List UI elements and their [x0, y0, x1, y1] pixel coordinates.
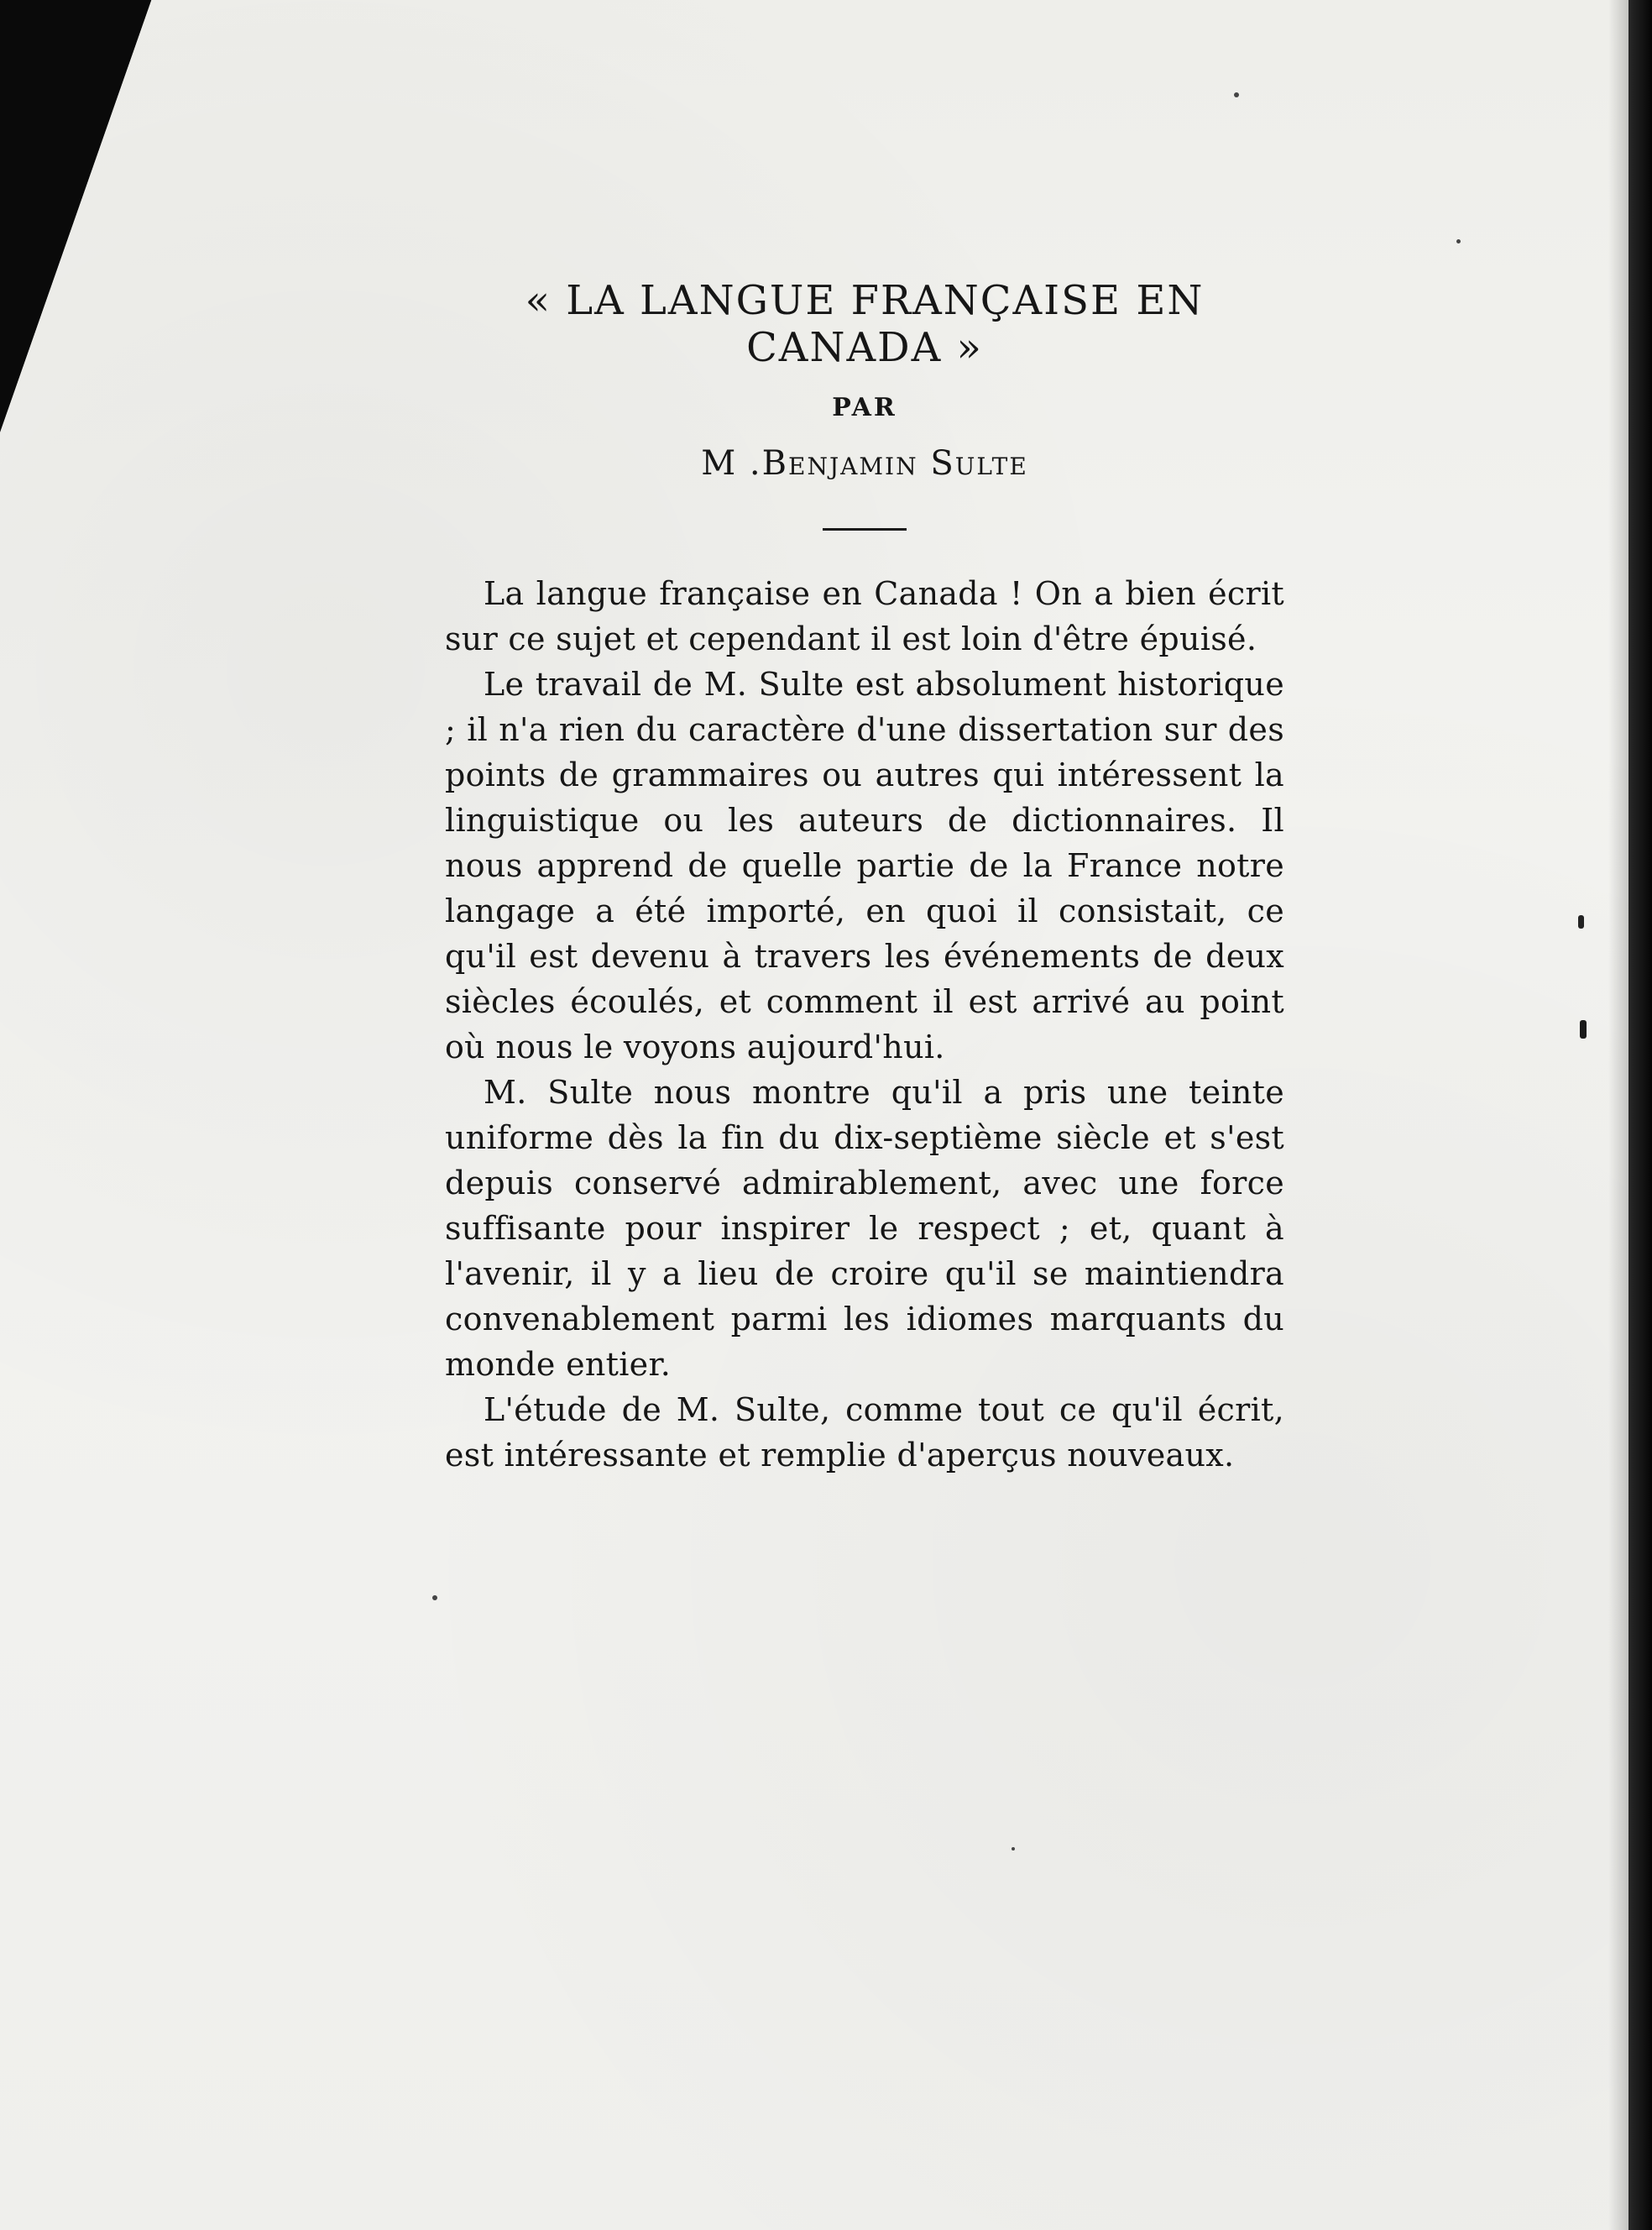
book-edge [1627, 0, 1652, 2230]
paper-speck [1578, 915, 1584, 929]
paper-speck [1580, 1020, 1587, 1039]
paragraph: M. Sulte nous montre qu'il a pris une teinte uniforme dès la fin du dix-septième siècle et s'est depuis conservé admirablement, avec une force suffisante pour inspirer le respect ; et, quant à l'avenir, il y a lieu de croire qu'il se maintiendra convenablement parmi les idiomes marquants du monde entier. [445, 1074, 1284, 1383]
document-title: « LA LANGUE FRANÇAISE EN CANADA » [525, 277, 1205, 371]
page-shadow [1608, 0, 1628, 2230]
paragraph: La langue française en Canada ! On a bien écrit sur ce sujet et cependant il est loin d'être épuisé. [445, 575, 1284, 657]
separator-rule [823, 528, 907, 531]
paper-speck [432, 1595, 437, 1600]
paper-speck [1456, 239, 1461, 243]
author-name: M .Benjamin Sulte [701, 444, 1028, 483]
paper-speck [1012, 1847, 1015, 1850]
paragraph: Le travail de M. Sulte est absolument historique ; il n'a rien du caractère d'une dissertation sur des points de grammaires ou autres qui intéressent la linguistique ou les auteurs de dictionnaires. Il nous apprend de quelle partie de la France notre langage a été importé, en quoi il consistait, ce qu'il est devenu à travers les événements de deux siècles écoulés, et comment il est arrivé au point où nous le voyons aujourd'hui. [445, 666, 1284, 1065]
paragraph: L'étude de M. Sulte, comme tout ce qu'il écrit, est intéressante et remplie d'aperçus nouveaux. [445, 1391, 1284, 1474]
by-label: PAR [832, 393, 897, 422]
body-text [445, 571, 1284, 1478]
document-content [445, 277, 1284, 1478]
paper-speck [1234, 92, 1239, 97]
